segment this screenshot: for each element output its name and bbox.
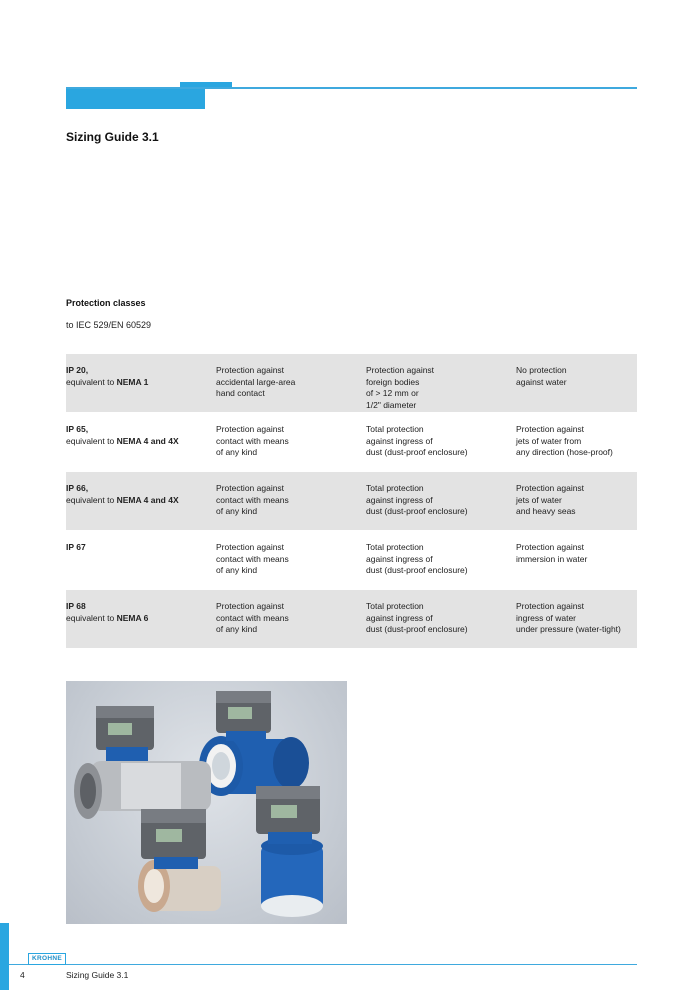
cell-line: Protection against [516, 424, 585, 434]
cell-line: Total protection [366, 542, 424, 552]
cell-line: Protection against [216, 424, 285, 434]
section-subheading: to IEC 529/EN 60529 [66, 320, 152, 330]
cell-line: contact with means [216, 612, 289, 623]
cell-line: immersion in water [516, 553, 588, 564]
class-text: NEMA 4 and 4X [116, 494, 179, 505]
cell-line: contact with means [216, 435, 289, 446]
cell-line: against ingress of [366, 612, 433, 623]
cell-line: dust (dust-proof enclosure) [366, 506, 468, 517]
class-line [66, 377, 216, 389]
class-text: IP 65, [66, 424, 89, 434]
protection-class-cell [66, 590, 216, 648]
cell-line: Protection against [516, 483, 585, 493]
class-text: NEMA 6 [116, 612, 149, 623]
class-text: equivalent to [66, 494, 117, 505]
water-protection-cell [516, 413, 637, 471]
class-line [66, 436, 216, 448]
cell-line: dust (dust-proof enclosure) [366, 624, 468, 635]
protection-classes-table [66, 354, 637, 649]
class-text: equivalent to [66, 435, 117, 446]
class-text: equivalent to [66, 612, 117, 623]
class-text: IP 67 [66, 542, 86, 552]
foreign-body-protection-cell [366, 413, 516, 471]
class-line [66, 613, 216, 625]
contact-protection-cell [216, 472, 366, 530]
cell-line: No protection [516, 365, 567, 375]
cell-line: Protection against [216, 483, 285, 493]
cell-line: foreign bodies [366, 376, 420, 387]
class-text: IP 66, [66, 483, 89, 493]
cell-line: against ingress of [366, 494, 433, 505]
class-line [66, 495, 216, 507]
page-title: Sizing Guide 3.1 [66, 130, 159, 144]
cell-line: under pressure (water-tight) [516, 624, 621, 635]
meter-blue-back [199, 691, 309, 796]
section-heading: Protection classes [66, 298, 146, 308]
protection-class-cell [66, 472, 216, 530]
protection-class-cell [66, 531, 216, 589]
class-text: NEMA 4 and 4X [116, 435, 179, 446]
footer-accent-bar [0, 923, 9, 990]
protection-class-cell [66, 413, 216, 471]
footer-rule [9, 964, 637, 965]
cell-line: of > 12 mm or [366, 388, 419, 399]
cell-line: of any kind [216, 506, 258, 517]
meter-steel-back [74, 706, 211, 819]
table-row [66, 413, 637, 472]
cell-line: dust (dust-proof enclosure) [366, 447, 468, 458]
foreign-body-protection-cell [366, 472, 516, 530]
class-text: IP 68 [66, 601, 86, 611]
water-protection-cell [516, 531, 637, 589]
cell-line: Protection against [216, 365, 285, 375]
cell-line: of any kind [216, 447, 258, 458]
flowmeters-illustration [66, 681, 347, 924]
cell-line: 1/2" diameter [366, 399, 417, 410]
cell-line: dust (dust-proof enclosure) [366, 565, 468, 576]
cell-line: against ingress of [366, 435, 433, 446]
footer-title: Sizing Guide 3.1 [66, 970, 129, 980]
cell-line: ingress of water [516, 612, 576, 623]
cell-line: any direction (hose-proof) [516, 447, 613, 458]
cell-line: Total protection [366, 483, 424, 493]
foreign-body-protection-cell [366, 531, 516, 589]
table-row [66, 531, 637, 590]
header-color-block [66, 89, 205, 109]
cell-line: contact with means [216, 494, 289, 505]
cell-line: of any kind [216, 624, 258, 635]
cell-line: and heavy seas [516, 506, 576, 517]
water-protection-cell [516, 354, 637, 412]
product-photo [66, 681, 347, 924]
class-line [66, 365, 216, 377]
page-number: 4 [20, 970, 25, 980]
table-row [66, 472, 637, 531]
cell-line: Protection against [216, 542, 285, 552]
cell-line: jets of water from [516, 435, 582, 446]
water-protection-cell [516, 472, 637, 530]
meter-ceramic-front [138, 809, 221, 912]
class-text: equivalent to [66, 376, 117, 387]
cell-line: Protection against [366, 365, 435, 375]
cell-line: accidental large-area [216, 376, 296, 387]
contact-protection-cell [216, 354, 366, 412]
cell-line: Protection against [216, 601, 285, 611]
class-line [66, 424, 216, 436]
krohne-logo: KROHNE [28, 953, 66, 965]
contact-protection-cell [216, 531, 366, 589]
cell-line: jets of water [516, 494, 562, 505]
cell-line: of any kind [216, 565, 258, 576]
cell-line: against water [516, 376, 567, 387]
foreign-body-protection-cell [366, 590, 516, 648]
protection-class-cell [66, 354, 216, 412]
contact-protection-cell [216, 590, 366, 648]
meter-blue-front [256, 786, 323, 917]
cell-line: contact with means [216, 553, 289, 564]
foreign-body-protection-cell [366, 354, 516, 412]
cell-line: Protection against [516, 542, 585, 552]
cell-line: against ingress of [366, 553, 433, 564]
cell-line: Total protection [366, 424, 424, 434]
table-row [66, 354, 637, 413]
class-text: IP 20, [66, 365, 89, 375]
class-line [66, 542, 216, 554]
class-line [66, 601, 216, 613]
table-row [66, 590, 637, 649]
cell-line: Total protection [366, 601, 424, 611]
cell-line: hand contact [216, 388, 265, 399]
class-line [66, 483, 216, 495]
water-protection-cell [516, 590, 637, 648]
contact-protection-cell [216, 413, 366, 471]
class-text: NEMA 1 [116, 376, 149, 387]
cell-line: Protection against [516, 601, 585, 611]
